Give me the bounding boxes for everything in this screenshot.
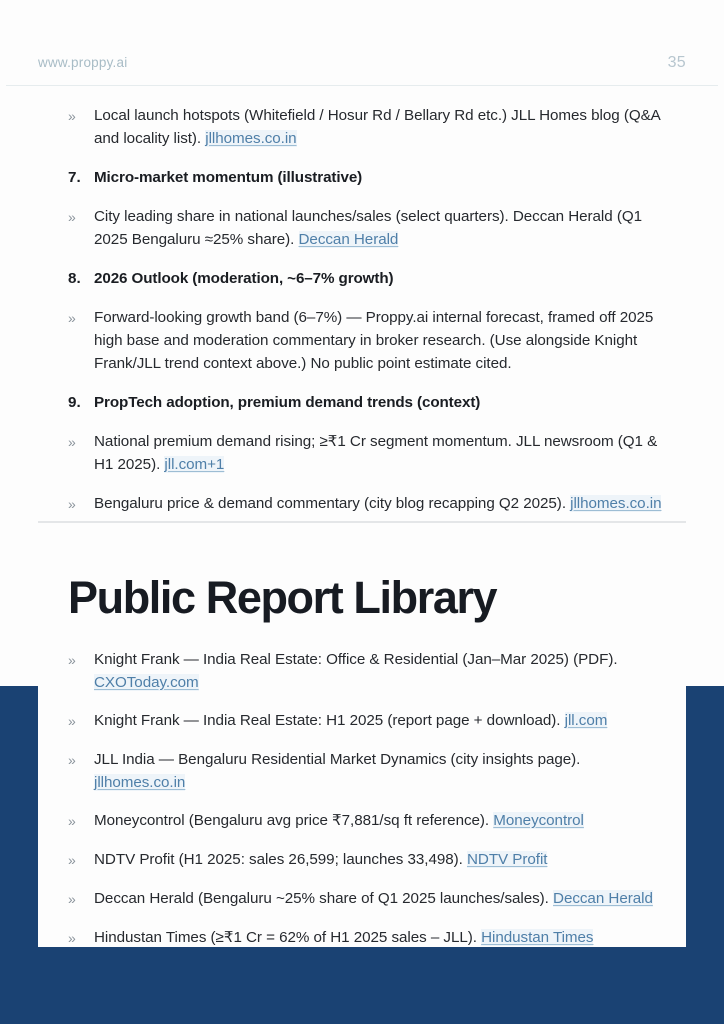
inline-text: JLL India — Bengaluru Residential Market Dynamics (city insights page). bbox=[94, 751, 581, 768]
inline-text: Forward-looking growth band (6–7%) — Proppy.ai internal forecast, framed off 2025 high base and moderation commentary in broker research. (Use alongside Knight Frank/JLL trend context above.) No public point estimate cited. bbox=[94, 309, 654, 372]
numbered-item bbox=[68, 391, 668, 414]
bullet-marker-icon: » bbox=[68, 891, 76, 907]
section-heading-text bbox=[94, 166, 668, 189]
list-number: 9. bbox=[68, 394, 81, 411]
list-item-text bbox=[94, 887, 668, 910]
inline-text: National premium demand rising; ≥₹1 Cr segment momentum. JLL newsroom (Q1 & H1 2025). bbox=[94, 433, 658, 473]
list-item-text bbox=[94, 492, 668, 515]
inline-text: 2026 Outlook (moderation, ~6–7% growth) bbox=[94, 270, 394, 287]
numbered-item bbox=[68, 267, 668, 290]
list-item-text bbox=[94, 748, 668, 794]
inline-text: Local launch hotspots (Whitefield / Hosur Rd / Bellary Rd etc.) JLL Homes blog (Q&A and locality list). bbox=[94, 107, 660, 147]
inline-text: Hindustan Times (≥₹1 Cr = 62% of H1 2025 sales – JLL). bbox=[94, 929, 482, 946]
page-title: Public Report Library bbox=[68, 572, 497, 623]
bullet-marker-icon: » bbox=[68, 813, 76, 829]
header-divider-rule bbox=[6, 85, 718, 86]
inline-link[interactable]: Moneycontrol bbox=[493, 812, 584, 829]
list-item bbox=[68, 430, 668, 476]
section-heading-text bbox=[94, 267, 668, 290]
inline-text: City leading share in national launches/sales (select quarters). Deccan Herald (Q1 2025 Bengaluru ≈25% share). bbox=[94, 208, 642, 248]
bullet-marker-icon: » bbox=[68, 434, 76, 450]
section-heading-text bbox=[94, 391, 668, 414]
list-item-text bbox=[94, 430, 668, 476]
inline-link[interactable]: Deccan Herald bbox=[553, 890, 653, 907]
inline-link[interactable]: Hindustan Times bbox=[481, 929, 594, 946]
inline-text: Moneycontrol (Bengaluru avg price ₹7,881/sq ft reference). bbox=[94, 812, 494, 829]
list-item bbox=[68, 926, 668, 950]
list-item bbox=[68, 205, 668, 251]
list-item bbox=[68, 492, 668, 516]
bullet-marker-icon: » bbox=[68, 713, 76, 729]
upper-content-list bbox=[38, 104, 686, 516]
bullet-marker-icon: » bbox=[68, 310, 76, 326]
public-report-library-list bbox=[38, 648, 686, 965]
list-item-text bbox=[94, 848, 668, 871]
list-item-text bbox=[94, 926, 668, 949]
inline-text: Micro-market momentum (illustrative) bbox=[94, 169, 363, 186]
list-item bbox=[68, 809, 668, 833]
list-item bbox=[68, 748, 668, 794]
bullet-marker-icon: » bbox=[68, 852, 76, 868]
inline-text: Knight Frank — India Real Estate: Office & Residential (Jan–Mar 2025) (PDF). bbox=[94, 651, 618, 668]
list-item-text bbox=[94, 306, 668, 375]
bullet-marker-icon: » bbox=[68, 209, 76, 225]
list-item-text bbox=[94, 104, 668, 150]
inline-link[interactable]: jllhomes.co.in bbox=[205, 130, 297, 147]
inline-link[interactable]: NDTV Profit bbox=[466, 851, 548, 868]
inline-text: Bengaluru price & demand commentary (city blog recapping Q2 2025). bbox=[94, 495, 571, 512]
inline-text: Knight Frank — India Real Estate: H1 2025 (report page + download). bbox=[94, 712, 565, 729]
bullet-marker-icon: » bbox=[68, 652, 76, 668]
header-site-url: www.proppy.ai bbox=[38, 55, 128, 70]
bullet-marker-icon: » bbox=[68, 752, 76, 768]
section-divider-rule bbox=[38, 521, 686, 523]
bullet-marker-icon: » bbox=[68, 108, 76, 124]
list-number: 8. bbox=[68, 270, 81, 287]
bullet-marker-icon: » bbox=[68, 496, 76, 512]
list-item-text bbox=[94, 809, 668, 832]
inline-link[interactable]: jll.com+1 bbox=[164, 456, 225, 473]
inline-link[interactable]: Deccan Herald bbox=[298, 231, 399, 248]
list-item bbox=[68, 648, 668, 694]
running-header bbox=[38, 54, 686, 72]
inline-link[interactable]: jllhomes.co.in bbox=[570, 495, 662, 512]
list-item bbox=[68, 306, 668, 375]
inline-link[interactable]: jll.com bbox=[564, 712, 608, 729]
list-item bbox=[68, 848, 668, 872]
inline-text: Deccan Herald (Bengaluru ~25% share of Q1 2025 launches/sales). bbox=[94, 890, 554, 907]
list-item bbox=[68, 709, 668, 733]
list-item bbox=[68, 887, 668, 911]
list-item-text bbox=[94, 648, 668, 694]
inline-text: NDTV Profit (H1 2025: sales 26,599; launches 33,498). bbox=[94, 851, 467, 868]
numbered-item bbox=[68, 166, 668, 189]
inline-link[interactable]: jllhomes.co.in bbox=[94, 774, 186, 791]
list-item-text bbox=[94, 709, 668, 732]
list-number: 7. bbox=[68, 169, 81, 186]
bullet-marker-icon: » bbox=[68, 930, 76, 946]
page-number: 35 bbox=[667, 54, 686, 71]
list-item-text bbox=[94, 205, 668, 251]
inline-text: PropTech adoption, premium demand trends (context) bbox=[94, 394, 481, 411]
list-item bbox=[68, 104, 668, 150]
inline-link[interactable]: CXOToday.com bbox=[94, 674, 199, 691]
